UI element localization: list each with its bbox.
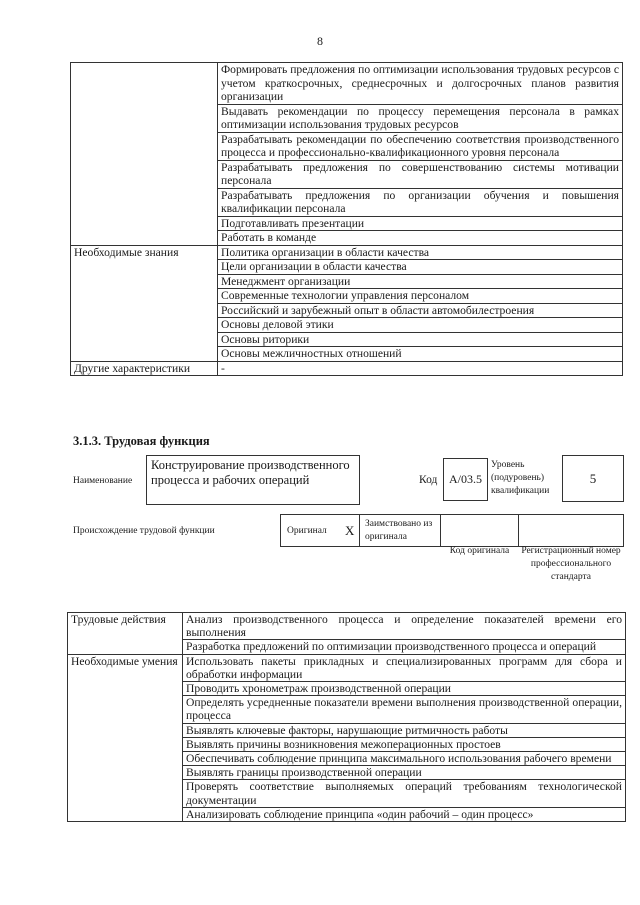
row-label (71, 160, 218, 188)
original-cell (280, 514, 360, 547)
original-code-cell (440, 514, 519, 547)
row-text: Основы деловой этики (218, 318, 623, 333)
name-label: Наименование (73, 476, 133, 486)
table-row (71, 216, 623, 231)
row-label (68, 682, 183, 696)
row-label (71, 216, 218, 231)
row-label (71, 332, 218, 347)
row-text: Разрабатывать предложения по организации обучения и повышения квалификации персонала (218, 188, 623, 216)
row-label (71, 63, 218, 105)
row-text: Работать в команде (218, 231, 623, 246)
row-label: Трудовые действия (68, 613, 183, 640)
table-row (71, 332, 623, 347)
row-label (71, 260, 218, 275)
level-box (562, 455, 624, 502)
row-text: Проводить хронометраж производственной операции (183, 682, 626, 696)
row-label: Необходимые знания (71, 245, 218, 260)
row-text: Обеспечивать соблюдение принципа максимального использования рабочего времени (183, 752, 626, 766)
function-name-box (146, 455, 360, 505)
row-label: Необходимые умения (68, 654, 183, 681)
row-label (71, 274, 218, 289)
row-text: Определять усредненные показатели времени выполнения производственной операции, процесса (183, 696, 626, 723)
table-row (71, 132, 623, 160)
row-text: Разрабатывать рекомендации по обеспечению соответствия производственного процесса и профессионально-квалификационного уровня персонала (218, 132, 623, 160)
row-text: Современные технологии управления персоналом (218, 289, 623, 304)
row-label (68, 766, 183, 780)
row-text: Выявлять ключевые факторы, нарушающие ритмичность работы (183, 723, 626, 737)
row-label (71, 303, 218, 318)
page-number: 8 (317, 34, 323, 48)
row-text: Формировать предложения по оптимизации использования трудовых ресурсов с учетом краткосрочных, среднесрочных и долгосрочных планов развития организации (218, 63, 623, 105)
row-text: Менеджмент организации (218, 274, 623, 289)
origin-label: Происхождение трудовой функции (73, 526, 215, 536)
table-row (68, 807, 626, 821)
row-label (68, 780, 183, 807)
labor-actions-table (67, 612, 626, 822)
table-row (68, 682, 626, 696)
row-label (68, 696, 183, 723)
code-label: Код (419, 474, 438, 486)
row-text: Разрабатывать предложения по совершенствованию системы мотивации персонала (218, 160, 623, 188)
table-row (68, 723, 626, 737)
row-label (68, 737, 183, 751)
row-text: Выдавать рекомендации по процессу перемещения персонала в рамках оптимизации использования трудовых ресурсов (218, 104, 623, 132)
row-text: Выявлять причины возникновения межоперационных простоев (183, 737, 626, 751)
row-text: Политика организации в области качества (218, 245, 623, 260)
row-label (68, 807, 183, 821)
section-heading: 3.1.3. Трудовая функция (73, 434, 210, 448)
row-text: Подготавливать презентации (218, 216, 623, 231)
original-label: Оригинал (287, 526, 327, 536)
row-text: Проверять соответствие выполняемых операций требованиям технологической документации (183, 780, 626, 807)
row-label (71, 188, 218, 216)
row-label (71, 132, 218, 160)
skills-knowledge-table (70, 62, 623, 376)
table-row (71, 188, 623, 216)
table-row (68, 766, 626, 780)
table-row (71, 63, 623, 105)
reg-number-cell (518, 514, 624, 547)
row-text: Российский и зарубежный опыт в области автомобилестроения (218, 303, 623, 318)
row-label (68, 752, 183, 766)
row-label: Другие характеристики (71, 361, 218, 376)
code-caption: Код оригинала (449, 546, 510, 556)
row-text: Анализ производственного процесса и определение показателей времени его выполнения (183, 613, 626, 640)
borrowed-label: Заимствовано из оригинала (365, 519, 433, 542)
row-text: Анализировать соблюдение принципа «один рабочий – один процесс» (183, 807, 626, 821)
table-row (71, 260, 623, 275)
table-row (68, 737, 626, 751)
original-mark: X (345, 523, 355, 538)
reg-caption: Регистрационный номер профессионального стандарта (521, 546, 621, 582)
row-label (71, 231, 218, 246)
table-row (71, 274, 623, 289)
code-value: A/03.5 (449, 472, 482, 486)
row-label (71, 318, 218, 333)
level-value: 5 (589, 470, 597, 486)
row-text: - (218, 361, 623, 376)
row-text: Разработка предложений по оптимизации производственного процесса и операций (183, 640, 626, 654)
table-row (71, 361, 623, 376)
table-row (68, 613, 626, 640)
row-text: Основы межличностных отношений (218, 347, 623, 362)
table-row (71, 104, 623, 132)
row-text: Основы риторики (218, 332, 623, 347)
table-row (68, 640, 626, 654)
row-label (68, 640, 183, 654)
table-row (68, 654, 626, 681)
row-label (71, 104, 218, 132)
code-box (443, 458, 488, 501)
table-row (71, 303, 623, 318)
table-row (71, 231, 623, 246)
table-row (68, 696, 626, 723)
row-text: Цели организации в области качества (218, 260, 623, 275)
table-row (71, 347, 623, 362)
table-row (71, 245, 623, 260)
row-label (71, 289, 218, 304)
table-row (68, 780, 626, 807)
row-text: Выявлять границы производственной операции (183, 766, 626, 780)
row-label (71, 347, 218, 362)
table-row (71, 318, 623, 333)
table-row (71, 160, 623, 188)
function-name: Конструирование производственного процесса и рабочих операций (151, 458, 350, 487)
table-row (68, 752, 626, 766)
row-text: Использовать пакеты прикладных и специализированных программ для сбора и обработки информации (183, 654, 626, 681)
borrowed-cell (359, 514, 441, 547)
table-row (71, 289, 623, 304)
row-label (68, 723, 183, 737)
level-label: Уровень (подуровень) квалификации (491, 460, 550, 496)
